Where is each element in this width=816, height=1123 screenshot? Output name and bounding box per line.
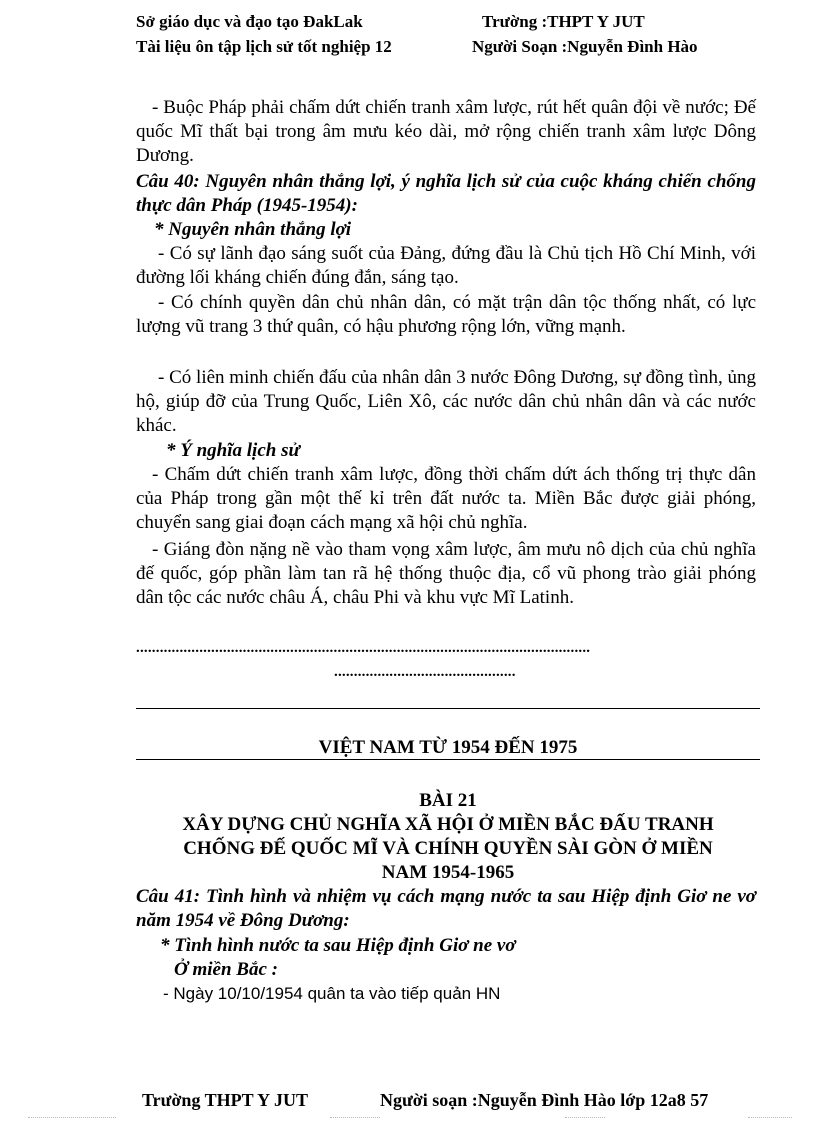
- dotted-separator-short: ..............................................: [334, 664, 516, 680]
- header-author: Người Soạn :Nguyễn Đình Hào: [472, 37, 698, 56]
- header-doc-title: Tài liệu ôn tập lịch sử tốt nghiệp 12: [136, 37, 392, 56]
- horizontal-rule: [136, 759, 760, 760]
- question-41-title: Câu 41: Tình hình và nhiệm vụ cách mạng nước ta sau Hiệp định Giơ ne vơ năm 1954 về Đông Dương:: [136, 886, 756, 931]
- dotted-separator: ...................................................................................................................: [136, 640, 591, 656]
- page-border-segment: [28, 1117, 116, 1118]
- q41-first-item: - Ngày 10/10/1954 quân ta vào tiếp quản HN: [163, 984, 501, 1003]
- meaning-item: - Giáng đòn nặng nề vào tham vọng xâm lược, âm mưu nô dịch của chủ nghĩa đế quốc, góp phần làm tan rã hệ thống thuộc địa, cổ vũ phong trào giải phóng dân tộc các nước châu Á, châu Phi và khu vực Mĩ Latinh.: [136, 539, 756, 608]
- meaning-heading: * Ý nghĩa lịch sử: [166, 440, 300, 461]
- header-dept: Sở giáo dục và đạo tạo ĐakLak: [136, 12, 363, 31]
- cause-item: - Có chính quyền dân chủ nhân dân, có mặt trận dân tộc thống nhất, có lực lượng vũ trang 3 thứ quân, có hậu phương rộng lớn, vững mạnh.: [136, 292, 756, 337]
- footer-author: Người soạn :Nguyễn Đình Hào lớp 12a8 57: [380, 1090, 709, 1110]
- intro-paragraph: - Buộc Pháp phải chấm dứt chiến tranh xâm lược, rút hết quân đội về nước; Đế quốc Mĩ thất bại trong âm mưu kéo dài, mở rộng chiến tranh xâm lược Dông Dương.: [136, 97, 756, 166]
- page-border-segment: [330, 1117, 380, 1118]
- north-heading: Ở miền Bắc :: [174, 959, 278, 980]
- cause-item: - Có liên minh chiến đấu của nhân dân 3 nước Đông Dương, sự đồng tình, ủng hộ, giúp đỡ của Trung Quốc, Liên Xô, các nước dân chủ nhân dân và các nước khác.: [136, 367, 756, 436]
- cause-heading: * Nguyên nhân thắng lợi: [154, 219, 352, 240]
- page-border-segment: [748, 1117, 792, 1118]
- header-school: Trường :THPT Y JUT: [482, 12, 645, 31]
- horizontal-rule: [136, 708, 760, 709]
- lesson-title-line: CHỐNG ĐẾ QUỐC MĨ VÀ CHÍNH QUYỀN SÀI GÒN Ở MIỀN: [183, 838, 713, 859]
- meaning-item: - Chấm dứt chiến tranh xâm lược, đồng thời chấm dứt ách thống trị thực dân của Pháp trong gần một thế kỉ trên đất nước ta. Miền Bắc được giải phóng, chuyển sang giai đoạn cách mạng xã hội chủ nghĩa.: [136, 464, 756, 533]
- cause-item: - Có sự lãnh đạo sáng suốt của Đảng, đứng đầu là Chủ tịch Hồ Chí Minh, với đường lối kháng chiến đúng đắn, sáng tạo.: [136, 243, 756, 288]
- lesson-title-line: XÂY DỰNG CHỦ NGHĨA XÃ HỘI Ở MIỀN BẮC ĐẤU TRANH: [182, 814, 714, 835]
- lesson-number: BÀI 21: [419, 790, 477, 811]
- page-border-segment: [565, 1117, 605, 1118]
- footer-school: Trường THPT Y JUT: [142, 1090, 308, 1110]
- question-40-title: Câu 40: Nguyên nhân thắng lợi, ý nghĩa lịch sử của cuộc kháng chiến chống thực dân Pháp (1945-1954):: [136, 171, 756, 216]
- period-title: VIỆT NAM TỪ 1954 ĐẾN 1975: [318, 737, 578, 758]
- situation-heading: * Tình hình nước ta sau Hiệp định Giơ ne vơ: [160, 935, 516, 956]
- lesson-title-line: NAM 1954-1965: [381, 862, 515, 883]
